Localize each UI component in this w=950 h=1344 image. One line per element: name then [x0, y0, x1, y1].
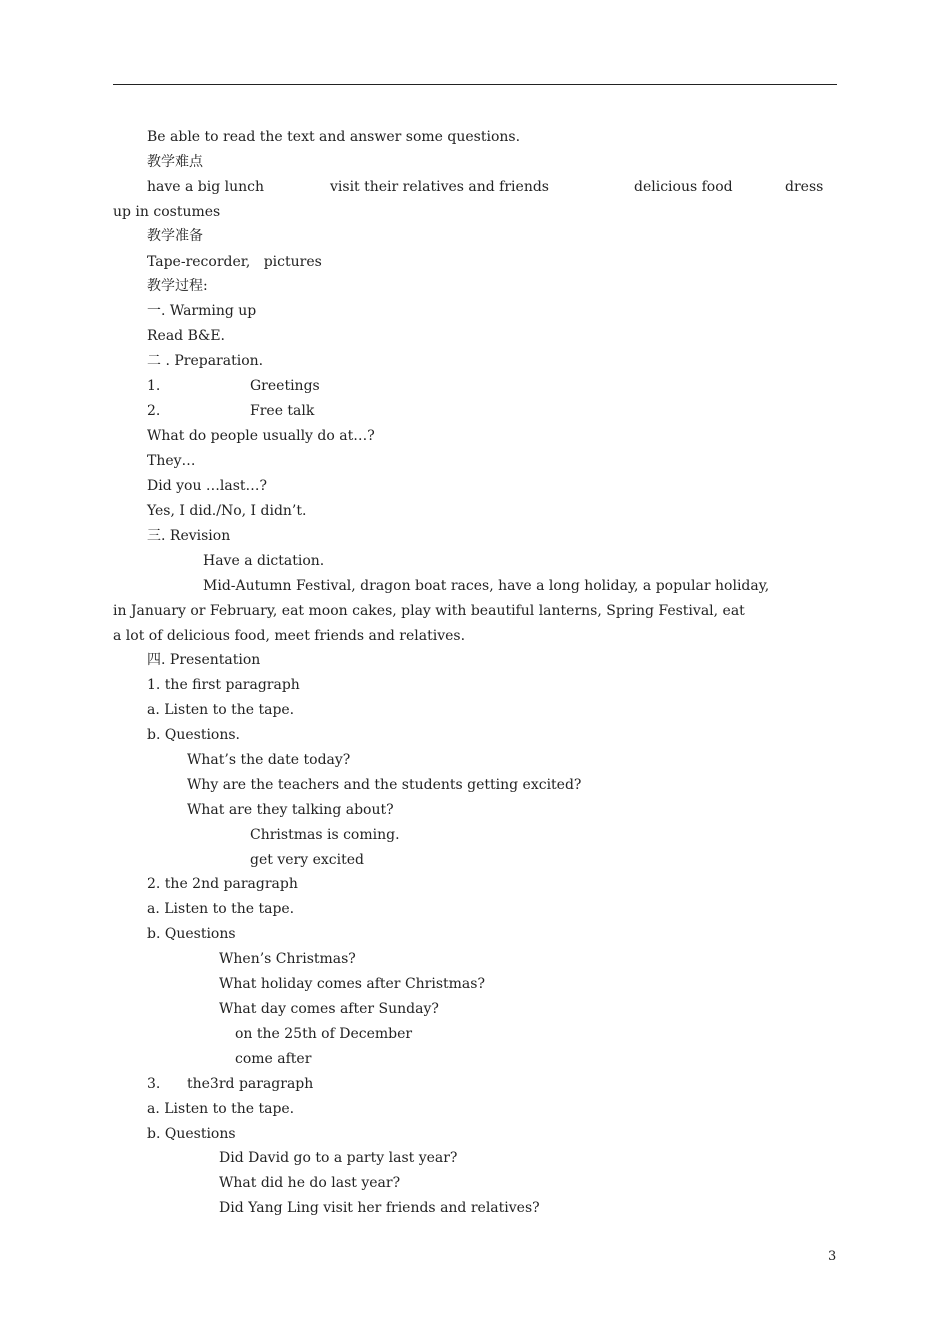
phrase-big-lunch: have a big lunch — [147, 179, 265, 195]
heading-difficulties: 教学难点 — [147, 154, 203, 170]
section-presentation: 四. Presentation — [147, 652, 261, 668]
question-line: Did Yang Ling visit her friends and relatives? — [219, 1200, 540, 1216]
heading-preparation: 教学准备 — [147, 228, 203, 244]
text-line: a. Listen to the tape. — [147, 901, 295, 917]
heading-process: 教学过程: — [147, 278, 208, 294]
dictation-words-line: a lot of delicious food, meet friends and relatives. — [113, 628, 466, 644]
text-line: Yes, I did./No, I didn’t. — [147, 503, 307, 519]
dictation-words-line: Mid-Autumn Festival, dragon boat races, have a long holiday, a popular holiday, — [203, 578, 770, 594]
answer-line: on the 25th of December — [235, 1026, 413, 1042]
text-line: a. Listen to the tape. — [147, 702, 295, 718]
list-number: 2. — [147, 403, 161, 419]
phrase-costumes: up in costumes — [113, 204, 221, 220]
list-item-free-talk: Free talk — [250, 403, 315, 419]
text-line: b. Questions — [147, 926, 236, 942]
paragraph-heading: 2. the 2nd paragraph — [147, 876, 298, 892]
question-line: Why are the teachers and the students getting excited? — [187, 777, 582, 793]
question-line: What are they talking about? — [187, 802, 394, 818]
text-line: Have a dictation. — [203, 553, 325, 569]
text-line: They… — [147, 453, 196, 469]
text-line: Did you …last…? — [147, 478, 268, 494]
list-item-greetings: Greetings — [250, 378, 320, 394]
text-line: What do people usually do at…? — [147, 428, 375, 444]
text-line: a. Listen to the tape. — [147, 1101, 295, 1117]
page-number: 3 — [828, 1249, 837, 1264]
answer-line: get very excited — [250, 852, 364, 868]
answer-line: Christmas is coming. — [250, 827, 400, 843]
answer-line: come after — [235, 1051, 312, 1067]
text-line: b. Questions — [147, 1126, 236, 1142]
materials-line: Tape-recorder, pictures — [147, 254, 322, 270]
section-preparation: 二 . Preparation. — [147, 353, 264, 369]
phrase-delicious-food: delicious food — [634, 179, 733, 195]
paragraph-heading: 1. the first paragraph — [147, 677, 300, 693]
list-number: 1. — [147, 378, 161, 394]
phrase-visit-relatives: visit their relatives and friends — [330, 179, 549, 195]
paragraph-heading: the3rd paragraph — [187, 1076, 314, 1092]
question-line: When’s Christmas? — [219, 951, 356, 967]
question-line: What’s the date today? — [187, 752, 351, 768]
phrase-dress: dress — [785, 179, 824, 195]
question-line: What holiday comes after Christmas? — [219, 976, 485, 992]
objective-line: Be able to read the text and answer some questions. — [147, 129, 521, 145]
section-warming-up: 一. Warming up — [147, 303, 257, 319]
dictation-words-line: in January or February, eat moon cakes, play with beautiful lanterns, Spring Festival, eat — [113, 603, 745, 619]
question-line: Did David go to a party last year? — [219, 1150, 458, 1166]
question-line: What day comes after Sunday? — [219, 1001, 439, 1017]
list-number: 3. — [147, 1076, 161, 1092]
header-rule — [113, 84, 837, 85]
question-line: What did he do last year? — [219, 1175, 401, 1191]
text-line: Read B&E. — [147, 328, 226, 344]
section-revision: 三. Revision — [147, 528, 231, 544]
text-line: b. Questions. — [147, 727, 241, 743]
